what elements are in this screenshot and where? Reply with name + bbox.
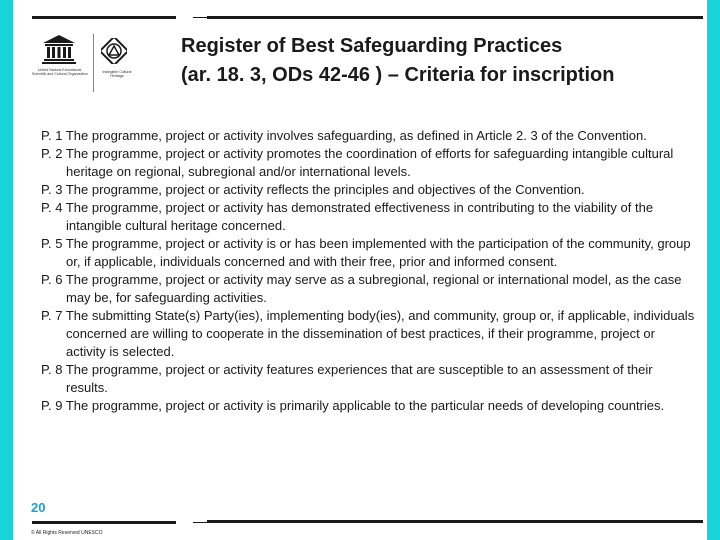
unesco-temple-icon [41, 34, 77, 64]
criterion-p4: P. 4 The programme, project or activity has demonstrated effectiveness in contributing to the viability of the intangible cultural heritage concerned. [41, 200, 654, 233]
slide [13, 0, 707, 540]
ich-emblem-icon [101, 38, 127, 64]
top-short-rule [193, 17, 207, 18]
criteria-list [41, 127, 695, 415]
bottom-right-rule [207, 520, 703, 523]
title-line-1: Register of Best Safeguarding Practices [181, 35, 563, 57]
bottom-short-rule [193, 522, 207, 523]
criterion-p7: P. 7 The submitting State(s) Party(ies), implementing body(ies), and community, group or, if applicable, individuals concerned are willing to cooperate in the dissemination of best practices, if their programme, project or activity is selected. [41, 308, 695, 359]
criterion-p9: P. 9 The programme, project or activity is primarily applicable to the particular needs of developing countries. [41, 398, 665, 413]
criterion-p5: P. 5 The programme, project or activity is or has been implemented with the participation of the community, group or, if applicable, individuals concerned and with their free, prior and informed consent. [41, 236, 691, 269]
criterion-p3: P. 3 The programme, project or activity reflects the principles and objectives of the Convention. [41, 182, 585, 197]
slide-title [181, 32, 701, 90]
unesco-name: United Nations Educational, Scientific and Cultural Organization [31, 68, 89, 77]
logo-divider [93, 34, 94, 92]
top-right-rule [207, 16, 703, 19]
criterion-p8: P. 8 The programme, project or activity features experiences that are susceptible to an assessment of their results. [41, 362, 653, 395]
criterion-p2: P. 2 The programme, project or activity promotes the coordination of efforts for safeguarding intangible cultural heritage on regional, subregional and/or international levels. [41, 146, 674, 179]
copyright: © All Rights Reserved UNESCO [31, 530, 103, 536]
title-line-2: (ar. 18. 3, ODs 42-46 ) – Criteria for inscription [181, 64, 615, 86]
bottom-left-rule [32, 521, 176, 524]
top-left-rule [32, 16, 176, 19]
criterion-p1: P. 1 The programme, project or activity involves safeguarding, as defined in Article 2. 3 of the Convention. [41, 128, 647, 143]
page-number: 20 [31, 500, 46, 515]
ich-name: Intangible Cultural Heritage [102, 70, 132, 79]
criterion-p6: P. 6 The programme, project or activity may serve as a subregional, regional or international model, as the case may be, for safeguarding activities. [41, 272, 682, 305]
logo-block [31, 30, 143, 98]
